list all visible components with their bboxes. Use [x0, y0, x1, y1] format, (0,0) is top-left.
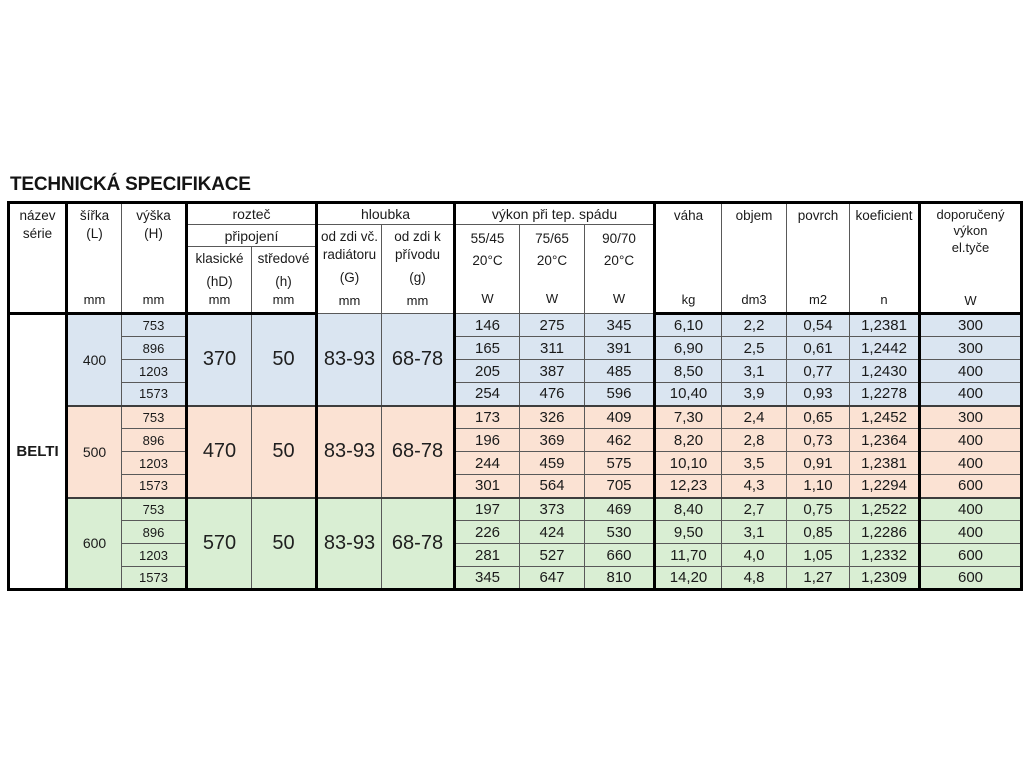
- depth-incl-radiator-cell: 83-93: [317, 498, 382, 590]
- unit-w: W: [545, 291, 559, 307]
- height-cell: 1573: [122, 383, 187, 406]
- width-cell: 500: [67, 406, 122, 498]
- power-7565-cell: 311: [520, 337, 585, 360]
- weight-cell: 10,40: [655, 383, 722, 406]
- power-5545-cell: 244: [455, 452, 520, 475]
- power-9070-cell: 409: [585, 406, 655, 429]
- power-9070-cell: 469: [585, 498, 655, 521]
- height-cell: 896: [122, 521, 187, 544]
- header-od-zdi-k-privodu: od zdi k přívodu (g) mm: [382, 225, 455, 314]
- height-cell: 896: [122, 429, 187, 452]
- power-9070-cell: 391: [585, 337, 655, 360]
- depth-incl-radiator-cell: 83-93: [317, 406, 382, 498]
- weight-cell: 7,30: [655, 406, 722, 429]
- coefficient-cell: 1,2442: [850, 337, 920, 360]
- volume-cell: 4,0: [722, 544, 787, 567]
- power-7565-cell: 373: [520, 498, 585, 521]
- header-doporuceny: doporučený výkon el.tyče W: [920, 203, 1022, 314]
- power-9070-cell: 345: [585, 314, 655, 337]
- recommended-power-cell: 400: [920, 521, 1022, 544]
- header-hloubka: hloubka: [317, 203, 455, 225]
- recommended-power-cell: 300: [920, 406, 1022, 429]
- volume-cell: 2,4: [722, 406, 787, 429]
- pitch-central-cell: 50: [252, 498, 317, 590]
- pitch-classic-cell: 370: [187, 314, 252, 406]
- header-temp-7565: 75/65 20°C W: [520, 225, 585, 314]
- coefficient-cell: 1,2278: [850, 383, 920, 406]
- pitch-central-cell: 50: [252, 406, 317, 498]
- header-pripojeni: připojení: [187, 225, 317, 247]
- unit-m2: m2: [808, 292, 828, 308]
- width-cell: 600: [67, 498, 122, 590]
- surface-cell: 0,54: [787, 314, 850, 337]
- power-5545-cell: 254: [455, 383, 520, 406]
- unit-mm: mm: [406, 293, 429, 309]
- volume-cell: 2,8: [722, 429, 787, 452]
- coefficient-cell: 1,2286: [850, 521, 920, 544]
- surface-cell: 0,91: [787, 452, 850, 475]
- power-5545-cell: 281: [455, 544, 520, 567]
- unit-mm: mm: [142, 292, 165, 308]
- recommended-power-cell: 400: [920, 429, 1022, 452]
- surface-cell: 1,27: [787, 567, 850, 590]
- power-7565-cell: 424: [520, 521, 585, 544]
- coefficient-cell: 1,2294: [850, 475, 920, 498]
- depth-to-supply-cell: 68-78: [382, 314, 455, 406]
- header-roztec: rozteč: [187, 203, 317, 225]
- unit-dm3: dm3: [741, 292, 767, 308]
- volume-cell: 3,1: [722, 521, 787, 544]
- header-temp-5545: 55/45 20°C W: [455, 225, 520, 314]
- surface-cell: 0,61: [787, 337, 850, 360]
- volume-cell: 2,7: [722, 498, 787, 521]
- coefficient-cell: 1,2452: [850, 406, 920, 429]
- weight-cell: 6,10: [655, 314, 722, 337]
- header-koeficient: koeficient n: [850, 203, 920, 314]
- header-sirka: šířka (L) mm: [67, 203, 122, 314]
- power-7565-cell: 387: [520, 360, 585, 383]
- coefficient-cell: 1,2381: [850, 314, 920, 337]
- volume-cell: 3,1: [722, 360, 787, 383]
- recommended-power-cell: 300: [920, 314, 1022, 337]
- power-7565-cell: 564: [520, 475, 585, 498]
- coefficient-cell: 1,2309: [850, 567, 920, 590]
- power-7565-cell: 527: [520, 544, 585, 567]
- header-temp-9070: 90/70 20°C W: [585, 225, 655, 314]
- power-9070-cell: 660: [585, 544, 655, 567]
- power-9070-cell: 705: [585, 475, 655, 498]
- power-9070-cell: 810: [585, 567, 655, 590]
- coefficient-cell: 1,2430: [850, 360, 920, 383]
- surface-cell: 1,10: [787, 475, 850, 498]
- weight-cell: 10,10: [655, 452, 722, 475]
- volume-cell: 3,9: [722, 383, 787, 406]
- power-7565-cell: 275: [520, 314, 585, 337]
- coefficient-cell: 1,2332: [850, 544, 920, 567]
- power-7565-cell: 476: [520, 383, 585, 406]
- unit-mm: mm: [208, 292, 231, 308]
- surface-cell: 0,77: [787, 360, 850, 383]
- height-cell: 753: [122, 314, 187, 337]
- surface-cell: 0,65: [787, 406, 850, 429]
- power-7565-cell: 647: [520, 567, 585, 590]
- volume-cell: 2,5: [722, 337, 787, 360]
- recommended-power-cell: 400: [920, 360, 1022, 383]
- surface-cell: 0,93: [787, 383, 850, 406]
- recommended-power-cell: 400: [920, 452, 1022, 475]
- surface-cell: 0,75: [787, 498, 850, 521]
- unit-mm: mm: [83, 292, 106, 308]
- series-name-cell: BELTI: [9, 314, 67, 590]
- volume-cell: 4,8: [722, 567, 787, 590]
- power-9070-cell: 485: [585, 360, 655, 383]
- width-cell: 400: [67, 314, 122, 406]
- volume-cell: 2,2: [722, 314, 787, 337]
- surface-cell: 0,73: [787, 429, 850, 452]
- coefficient-cell: 1,2364: [850, 429, 920, 452]
- header-vyska: výška (H) mm: [122, 203, 187, 314]
- surface-cell: 1,05: [787, 544, 850, 567]
- recommended-power-cell: 400: [920, 498, 1022, 521]
- recommended-power-cell: 600: [920, 475, 1022, 498]
- unit-w: W: [964, 292, 977, 308]
- power-5545-cell: 165: [455, 337, 520, 360]
- coefficient-cell: 1,2522: [850, 498, 920, 521]
- depth-to-supply-cell: 68-78: [382, 406, 455, 498]
- spec-table: [7, 201, 1023, 591]
- power-9070-cell: 596: [585, 383, 655, 406]
- weight-cell: 6,90: [655, 337, 722, 360]
- power-9070-cell: 530: [585, 521, 655, 544]
- unit-mm: mm: [272, 292, 295, 308]
- recommended-power-cell: 600: [920, 544, 1022, 567]
- weight-cell: 8,40: [655, 498, 722, 521]
- header-vaha: váha kg: [655, 203, 722, 314]
- weight-cell: 12,23: [655, 475, 722, 498]
- power-5545-cell: 173: [455, 406, 520, 429]
- coefficient-cell: 1,2381: [850, 452, 920, 475]
- height-cell: 1203: [122, 360, 187, 383]
- height-cell: 896: [122, 337, 187, 360]
- height-cell: 1573: [122, 475, 187, 498]
- power-5545-cell: 196: [455, 429, 520, 452]
- header-klasicke: klasické (hD) mm: [187, 247, 252, 314]
- unit-mm: mm: [338, 293, 361, 309]
- power-7565-cell: 459: [520, 452, 585, 475]
- header-objem: objem dm3: [722, 203, 787, 314]
- power-5545-cell: 226: [455, 521, 520, 544]
- pitch-classic-cell: 470: [187, 406, 252, 498]
- weight-cell: 14,20: [655, 567, 722, 590]
- volume-cell: 4,3: [722, 475, 787, 498]
- header-povrch: povrch m2: [787, 203, 850, 314]
- weight-cell: 8,20: [655, 429, 722, 452]
- unit-kg: kg: [681, 292, 696, 308]
- power-5545-cell: 205: [455, 360, 520, 383]
- volume-cell: 3,5: [722, 452, 787, 475]
- weight-cell: 8,50: [655, 360, 722, 383]
- power-5545-cell: 345: [455, 567, 520, 590]
- power-9070-cell: 462: [585, 429, 655, 452]
- pitch-classic-cell: 570: [187, 498, 252, 590]
- height-cell: 1203: [122, 544, 187, 567]
- depth-to-supply-cell: 68-78: [382, 498, 455, 590]
- height-cell: 753: [122, 406, 187, 429]
- power-5545-cell: 301: [455, 475, 520, 498]
- recommended-power-cell: 300: [920, 337, 1022, 360]
- power-5545-cell: 146: [455, 314, 520, 337]
- power-7565-cell: 369: [520, 429, 585, 452]
- weight-cell: 9,50: [655, 521, 722, 544]
- header-stredove: středové (h) mm: [252, 247, 317, 314]
- unit-w: W: [481, 291, 494, 307]
- header-vykon: výkon při tep. spádu: [455, 203, 655, 225]
- depth-incl-radiator-cell: 83-93: [317, 314, 382, 406]
- recommended-power-cell: 600: [920, 567, 1022, 590]
- power-7565-cell: 326: [520, 406, 585, 429]
- height-cell: 753: [122, 498, 187, 521]
- unit-n: n: [880, 292, 888, 308]
- weight-cell: 11,70: [655, 544, 722, 567]
- unit-w: W: [612, 291, 626, 307]
- pitch-central-cell: 50: [252, 314, 317, 406]
- height-cell: 1203: [122, 452, 187, 475]
- surface-cell: 0,85: [787, 521, 850, 544]
- power-9070-cell: 575: [585, 452, 655, 475]
- height-cell: 1573: [122, 567, 187, 590]
- recommended-power-cell: 400: [920, 383, 1022, 406]
- header-nazev-serie: název série: [9, 203, 67, 314]
- page-title: TECHNICKÁ SPECIFIKACE: [10, 174, 251, 195]
- header-od-zdi-vc-radiatoru: od zdi vč. radiátoru (G) mm: [317, 225, 382, 314]
- power-5545-cell: 197: [455, 498, 520, 521]
